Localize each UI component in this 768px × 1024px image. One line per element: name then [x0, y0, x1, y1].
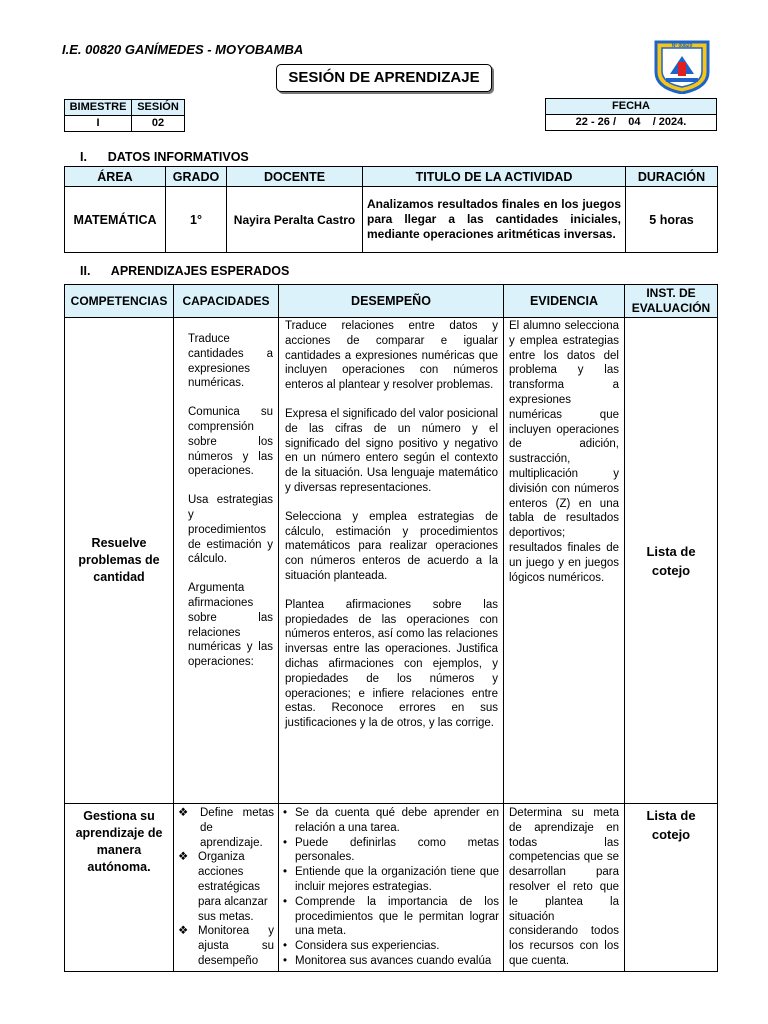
instrumento-cell: Lista de cotejo — [625, 318, 718, 804]
bullet-icon: • — [283, 807, 288, 819]
list-item: Argumenta afirmaciones sobre las relaciones numéricas y las operaciones: — [188, 582, 273, 669]
docente-value: Nayira Peralta Castro — [227, 187, 363, 253]
sesion-value: 02 — [132, 115, 185, 131]
evidencia-cell: El alumno selecciona y emplea estrategias entre los datos del problema y las transforma a expresiones numéricas que incluyen operaciones de adición, sustracción, multiplicación y división con números enteros (Z) en una tabla de resultados deportivos; resultados finales de un juego y en juegos lógicos numéricos. — [504, 318, 625, 804]
list-item: Expresa el significado del valor posicional de las cifras de un número y el significado del signo positivo y negativo en un número entero según el contexto de la situación. Usa lenguaje matemático y diversas representaciones. — [285, 407, 498, 494]
bullet-icon: • — [283, 954, 288, 967]
list-item: Usa estrategias y procedimientos de estimación y cálculo. — [188, 494, 273, 566]
list-item: • Considera sus experiencias. — [283, 940, 440, 953]
th-duracion: DURACIÓN — [626, 167, 718, 187]
capacidades-cell — [174, 318, 279, 804]
list-item: • Puede definirlas como metas personales. — [283, 836, 499, 864]
th-docente: DOCENTE — [227, 167, 363, 187]
th-desempeno: DESEMPEÑO — [279, 285, 504, 318]
logo-text: Nº 00820 — [671, 43, 693, 49]
fecha-value: 22 - 26 / 04 / 2024. — [546, 115, 717, 131]
bullet-icon: • — [283, 940, 288, 953]
evidencia-cell: Determina su meta de aprendizaje en todas las competencias que se desarrollan para resolver el reto que le plantea la situación considerando todos los recursos con los que cuenta. — [504, 804, 625, 972]
th-capacidades: CAPACIDADES — [174, 285, 279, 318]
th-instrumento: INST. DE EVALUACIÓN — [625, 285, 718, 318]
capacidades-cell — [174, 804, 279, 972]
list-item: ❖ Define metas de aprendizaje. — [178, 807, 274, 849]
bullet-icon: • — [283, 895, 288, 908]
bimestre-value: I — [65, 115, 132, 131]
list-item: ❖ Monitorea y ajusta su desempeño — [178, 925, 274, 967]
diamond-bullet-icon: ❖ — [178, 807, 189, 819]
session-title: SESIÓN DE APRENDIZAJE — [288, 69, 480, 86]
competencia-cell: Gestiona su aprendizaje de manera autónoma. — [65, 804, 174, 972]
th-area: ÁREA — [65, 167, 166, 187]
bullet-icon: • — [283, 866, 288, 879]
list-item: Comunica su comprensión sobre los números y las operaciones. — [188, 406, 273, 478]
instrumento-cell: Lista de cotejo — [625, 804, 718, 972]
diamond-bullet-icon: ❖ — [178, 925, 189, 938]
section2-title: II. APRENDIZAJES ESPERADOS — [80, 264, 290, 278]
list-item: • Entiende que la organización tiene que incluir mejores estrategias. — [283, 866, 499, 893]
list-item: Traduce cantidades a expresiones numéricas. — [188, 333, 273, 390]
competencia-cell: Resuelve problemas de cantidad — [65, 318, 174, 804]
bullet-icon: • — [283, 836, 288, 849]
list-item: • Comprende la importancia de los procedimientos que le permitan lograr una meta. — [283, 895, 499, 938]
th-grado: GRADO — [166, 167, 227, 187]
desempeno-cell — [279, 804, 504, 972]
list-item: • Monitorea sus avances cuando evalúa — [283, 954, 492, 967]
th-evidencia: EVIDENCIA — [504, 285, 625, 318]
aprendizajes-table — [64, 284, 718, 972]
th-competencias: COMPETENCIAS — [65, 285, 174, 318]
list-item: Plantea afirmaciones sobre las propiedades de las operaciones con números enteros, así como las relaciones inversas entre las operaciones. Justifica dichas afirmaciones con ejemplos, y propiedades de los números y operaciones; e infiere relaciones entre estas. Reconoce errores en sus justificaciones y la de otros, y las corrige. — [285, 598, 498, 730]
section1-title: I. DATOS INFORMATIVOS — [80, 150, 249, 164]
datos-table — [64, 166, 718, 253]
duracion-value: 5 horas — [626, 187, 718, 253]
th-titulo: TITULO DE LA ACTIVIDAD — [363, 167, 626, 187]
bimestre-table — [64, 99, 185, 132]
titulo-value: Analizamos resultados finales en los juegos para llegar a las cantidades iniciales, mediante operaciones aritméticas inversas. — [363, 187, 626, 253]
area-value: MATEMÁTICA — [65, 187, 166, 253]
sesion-label: SESIÓN — [132, 100, 185, 116]
list-item: Selecciona y emplea estrategias de cálculo, estimación y procedimientos matemáticos para realizar operaciones con números enteros de acuerdo a la situación planteada. — [285, 510, 498, 582]
fecha-label: FECHA — [546, 99, 717, 115]
list-item: • Se da cuenta qué debe aprender en relación a una tarea. — [283, 807, 499, 834]
fecha-table — [545, 98, 717, 131]
list-item: Traduce relaciones entre datos y acciones de comparar e igualar cantidades a expresiones numéricas que incluyen operaciones con números enteros al plantear y resolver problemas. — [285, 320, 498, 392]
list-item: ❖ Organiza acciones estratégicas para alcanzar sus metas. — [178, 851, 268, 923]
bimestre-label: BIMESTRE — [65, 100, 132, 116]
session-title-box — [276, 64, 492, 92]
school-name: I.E. 00820 GANÍMEDES - MOYOBAMBA — [62, 42, 304, 57]
table-row — [65, 804, 718, 972]
table-row — [65, 318, 718, 804]
grado-value: 1° — [166, 187, 227, 253]
desempeno-cell — [279, 318, 504, 804]
diamond-bullet-icon: ❖ — [178, 851, 189, 864]
